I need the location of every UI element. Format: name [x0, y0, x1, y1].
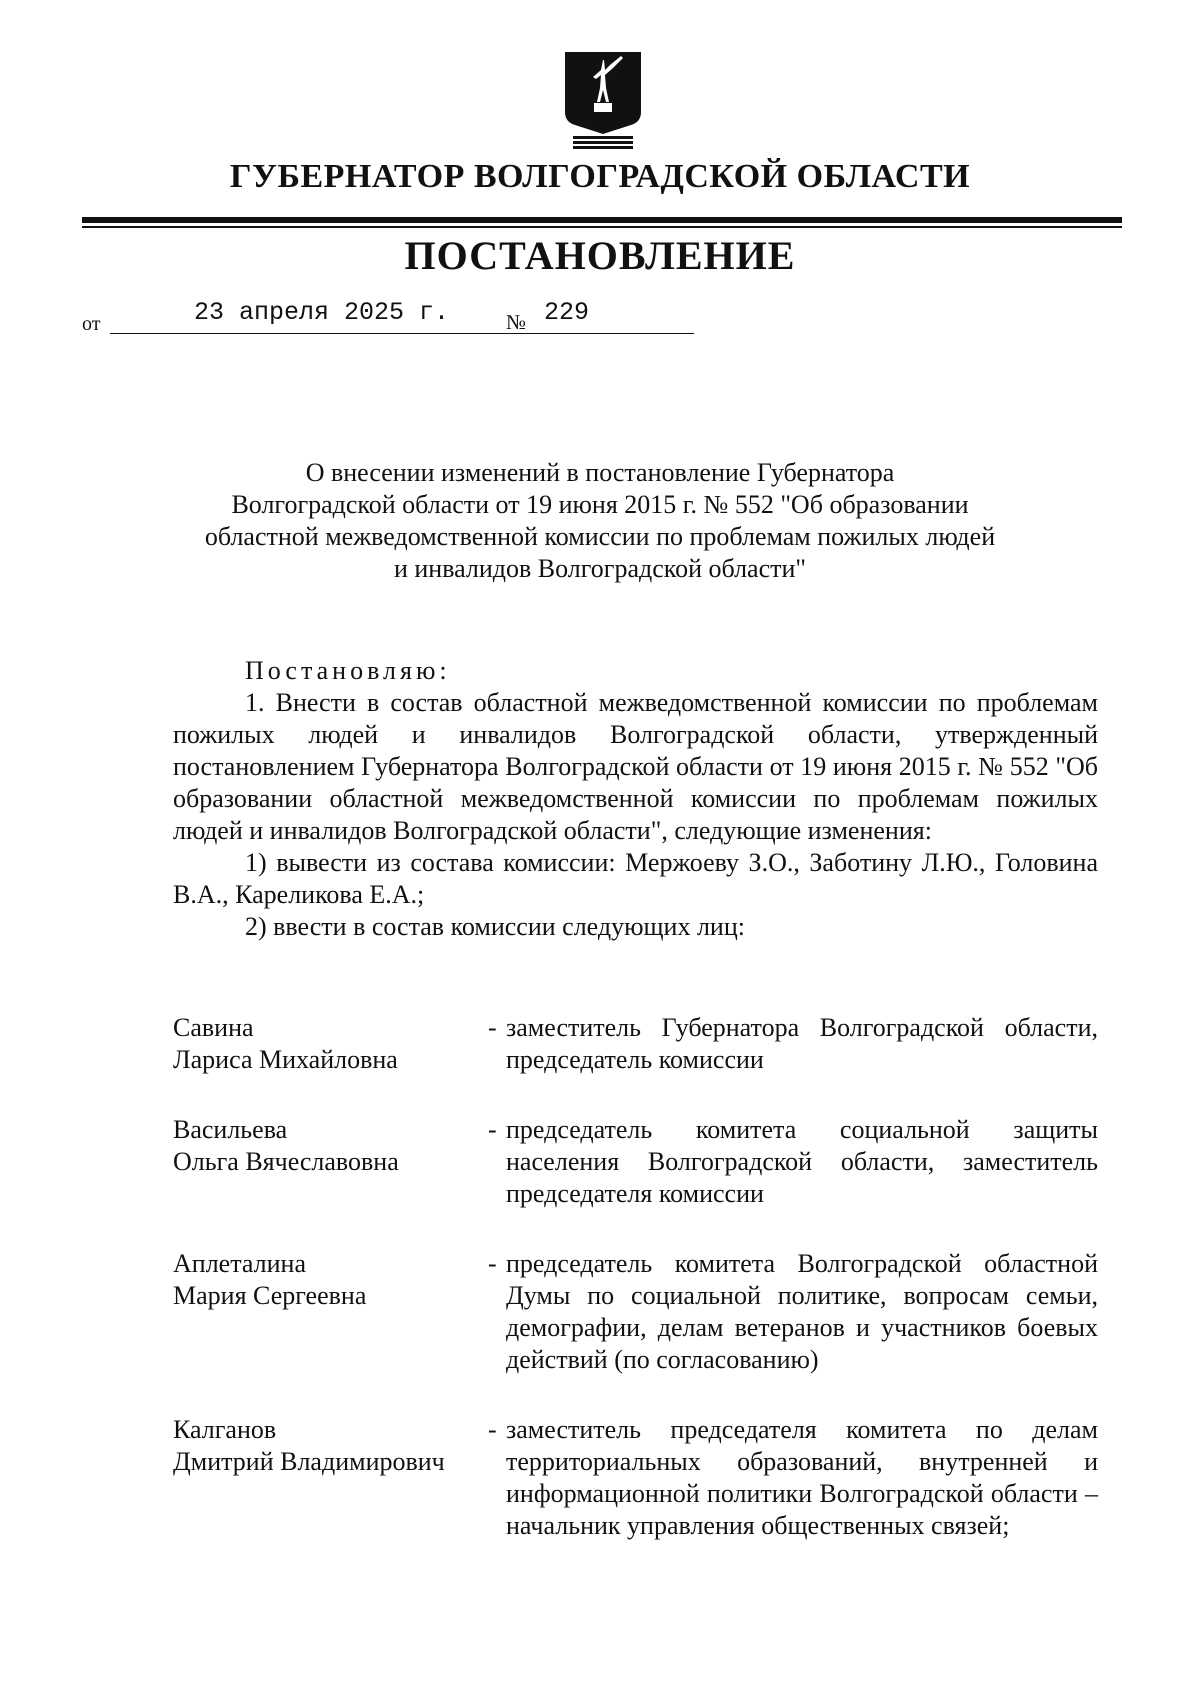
header-rule-thin [82, 226, 1122, 228]
subject-line: и инвалидов Волгоградской области" [393, 554, 807, 583]
document-type-title: ПОСТАНОВЛЕНИЕ [404, 233, 796, 278]
member-dash: - [488, 1249, 497, 1278]
member-dash: - [488, 1013, 497, 1042]
subitem-1-paragraph: 1) вывести из состава комиссии: Мержоеву З.О., Заботину Л.Ю., Головина В.А., Кареликова Е.А.; [173, 848, 1098, 909]
document-date: 23 апреля 2025 г. [194, 298, 450, 327]
member-surname: Калганов [173, 1415, 277, 1444]
members-list [173, 1012, 1098, 1580]
subject-line: областной межведомственной комиссии по проблемам пожилых людей [204, 522, 996, 551]
member-row [173, 1414, 1098, 1542]
member-dash: - [488, 1415, 497, 1444]
member-given-name: Лариса Михайловна [173, 1045, 398, 1074]
member-name [173, 1012, 488, 1076]
subject-line: Волгоградской области от 19 июня 2015 г. № 552 "Об образовании [231, 490, 969, 519]
item-1-paragraph: 1. Внести в состав областной межведомственной комиссии по проблемам пожилых людей и инвалидов Волгоградской области, утвержденный постановлением Губернатора Волгоградской области от 19 июня 2015 г. № 552 "Об образовании областной межведомственной комиссии по проблемам пожилых людей и инвалидов Волгоградской области", следующие изменения: [173, 688, 1098, 845]
member-name [173, 1114, 488, 1210]
member-given-name: Мария Сергеевна [173, 1281, 367, 1310]
member-name [173, 1248, 488, 1376]
subject-line: О внесении изменений в постановление Губернатора [305, 458, 895, 487]
member-given-name: Дмитрий Владимирович [173, 1447, 445, 1476]
member-role: председатель комитета Волгоградской областной Думы по социальной политике, вопросам семьи, демографии, делам ветеранов и участников боевых действий (по согласованию) [506, 1249, 1098, 1374]
document-number: 229 [544, 298, 590, 327]
member-name [173, 1414, 488, 1542]
header-rule-thick [82, 217, 1122, 223]
member-surname: Савина [173, 1013, 254, 1042]
member-row [173, 1248, 1098, 1376]
registration-line [82, 298, 702, 338]
member-row [173, 1114, 1098, 1210]
member-surname: Васильева [173, 1115, 288, 1144]
date-prefix-label: от [82, 313, 101, 335]
member-role: заместитель Губернатора Волгоградской области, председатель комиссии [506, 1013, 1098, 1074]
member-role: заместитель председателя комитета по делам территориальных образований, внутренней и информационной политики Волгоградской области – начальник управления общественных связей; [506, 1415, 1098, 1540]
volgograd-coat-of-arms-icon [563, 50, 643, 150]
number-prefix-label: № [506, 310, 527, 334]
member-row [173, 1012, 1098, 1076]
document-subject [150, 457, 1050, 585]
member-surname: Аплеталина [173, 1249, 306, 1278]
subitem-2-paragraph: 2) ввести в состав комиссии следующих лиц: [245, 912, 745, 941]
resolve-statement: Постановляю: [245, 656, 451, 685]
member-role: председатель комитета социальной защиты населения Волгоградской области, заместитель председателя комиссии [506, 1115, 1098, 1208]
issuing-authority: ГУБЕРНАТОР ВОЛГОГРАДСКОЙ ОБЛАСТИ [229, 158, 971, 195]
document-body [173, 655, 1098, 943]
member-given-name: Ольга Вячеславовна [173, 1147, 399, 1176]
member-dash: - [488, 1115, 497, 1144]
